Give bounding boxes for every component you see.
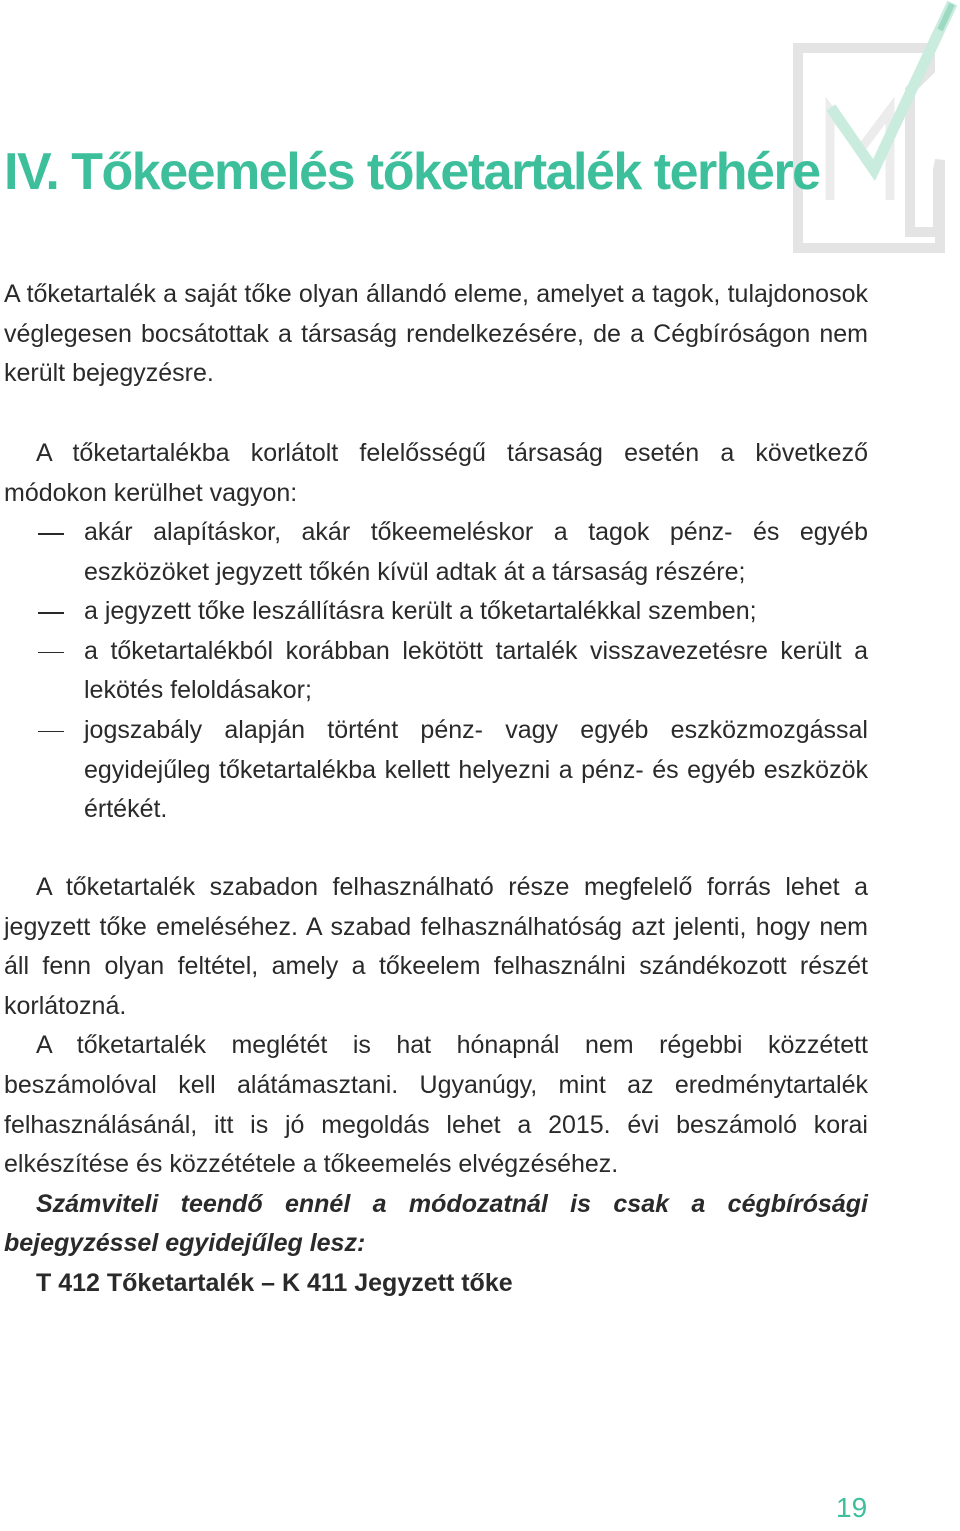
list-item-text: a tőketartalékból korábban lekötött tartalék visszavezetésre került a lekötés feloldásakor; — [84, 636, 868, 705]
dash-icon — [38, 612, 64, 614]
list-item — [4, 592, 868, 632]
dash-icon — [38, 533, 64, 535]
dash-icon — [38, 731, 64, 733]
checkmark-box-logo-icon — [790, 0, 960, 260]
accounting-note: Számviteli teendő ennél a módozatnál is csak a cégbírósági bejegyzéssel egyidejűleg lesz: — [4, 1189, 868, 1258]
booking-entry: T 412 Tőketartalék – K 411 Jegyzett tőke — [36, 1268, 513, 1297]
list-item — [4, 632, 868, 711]
paragraph-intro: A tőketartalékba korlátolt felelősségű társaság esetén a következő módokon kerülhet vagyon: — [4, 439, 868, 507]
dash-icon — [38, 652, 64, 654]
list-item-text: akár alapításkor, akár tőkeemeléskor a tagok pénz- és egyéb eszközöket jegyzett tőkén kívül adtak át a társaság részére; — [84, 518, 868, 586]
list-item — [4, 513, 868, 592]
page-number: 19 — [836, 1492, 868, 1523]
bullet-list — [4, 513, 868, 830]
paragraph-free-use: A tőketartalék szabadon felhasználható része megfelelő forrás lehet a jegyzett tőke emeléséhez. A szabad felhasználhatóság azt jelenti, hogy nem áll fenn olyan feltétel, amely a tőkeelem felhasználni szándékozott részét korlátozná. — [4, 873, 868, 1020]
closing-section — [4, 868, 868, 1304]
paragraph-definition: A tőketartalék a saját tőke olyan állandó eleme, amelyet a tagok, tulajdonosok véglegesen bocsátottak a társaság rendelkezésére, de a Cégbíróságon nem került bejegyzésre. — [4, 280, 868, 388]
page-title: IV. Tőkeemelés tőketartalék terhére — [4, 143, 820, 201]
list-item-text: a jegyzett tőke leszállításra került a tőketartalékkal szemben; — [84, 597, 757, 626]
list-item-text: jogszabály alapján történt pénz- vagy egyéb eszközmozgással egyidejűleg tőketartalékba kellett helyezni a pénz- és egyéb eszközök értékét. — [84, 715, 868, 824]
list-item — [4, 711, 868, 830]
paragraph-support: A tőketartalék meglétét is hat hónapnál nem régebbi közzétett beszámolóval kell alátámasztani. Ugyanúgy, mint az eredménytartalék felhasználásánál, itt is jó megoldás lehet a 2015. évi beszámoló korai elkészítése és közzététele a tőkeemelés elvégzéséhez. — [4, 1031, 868, 1179]
